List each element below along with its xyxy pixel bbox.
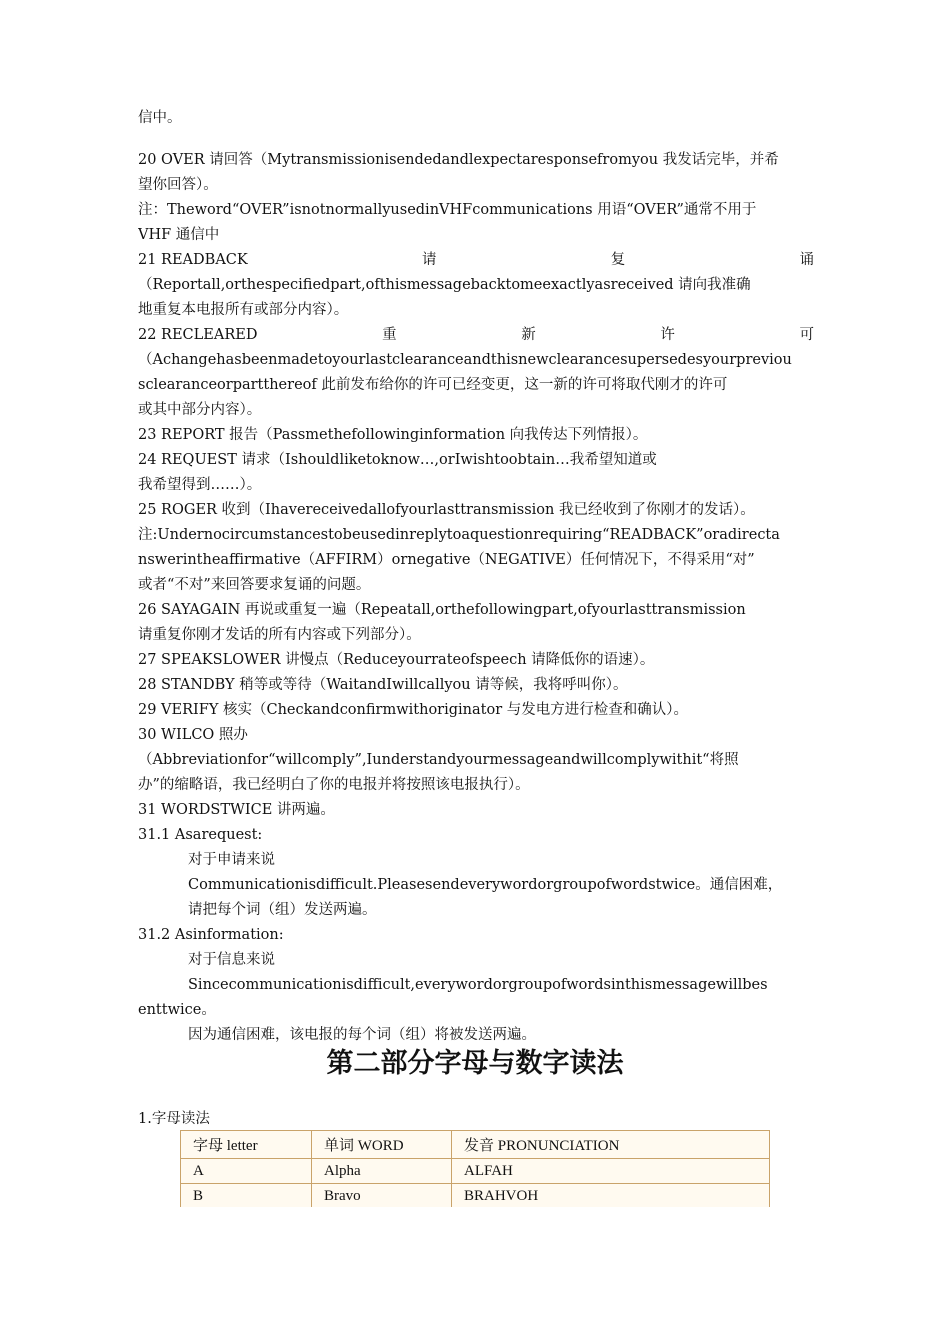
table-row (181, 1159, 770, 1184)
term-char: 请 (421, 252, 437, 268)
page-cut-mask (175, 1207, 775, 1237)
term-line-recleared (138, 323, 814, 347)
note-line: 注:Undernocircumstancestobeusedinreplytoaquestionrequiring“READBACK”oradirecta (138, 527, 780, 543)
text-line: VHF 通信中 (138, 227, 220, 243)
text-line: 我希望得到……）。 (138, 477, 262, 493)
text-line: 31 WORDSTWICE 讲两遍。 (138, 802, 335, 818)
text-line: 27 SPEAKSLOWER 讲慢点（Reduceyourrateofspeech 请降低你的语速）。 (138, 652, 655, 668)
text-line: 26 SAYAGAIN 再说或重复一遍（Repeatall,orthefollowingpart,ofyourlasttransmission (138, 602, 746, 618)
indented-line: 对于申请来说 (188, 852, 275, 868)
word-cell: Bravo (312, 1184, 452, 1209)
note-line: 注：Theword“OVER”isnotnormallyusedinVHFcommunications 用语“OVER”通常不用于 (138, 202, 757, 218)
column-header-letter: 字母 letter (181, 1131, 312, 1159)
indented-line: 因为通信困难，该电报的每个词（组）将被发送两遍。 (188, 1027, 536, 1043)
text-line: 31.1 Asarequest: (138, 827, 263, 843)
pronunciation-cell: ALFAH (452, 1159, 770, 1184)
indented-line: Sincecommunicationisdifficult,everywordorgroupofwordsinthismessagewillbes (188, 977, 768, 993)
indented-line: 请把每个词（组）发送两遍。 (188, 902, 377, 918)
column-header-pronunciation: 发音 PRONUNCIATION (452, 1131, 770, 1159)
text-line: 31.2 Asinformation: (138, 927, 284, 943)
text-line: （Reportall,orthespecifiedpart,ofthismessagebacktomeexactlyasreceived 请向我准确 (138, 277, 751, 293)
term-char: 复 (610, 252, 626, 268)
text-line: 办”的缩略语，我已经明白了你的电报并将按照该电报执行）。 (138, 777, 530, 793)
text-line: 或其中部分内容）。 (138, 402, 262, 418)
word-cell: Alpha (312, 1159, 452, 1184)
text-line: 或者“不对”来回答要求复诵的问题。 (138, 577, 371, 593)
text-line: 23 REPORT 报告（Passmethefollowinginformation 向我传达下列情报）。 (138, 427, 648, 443)
table-row (181, 1184, 770, 1209)
text-line: 望你回答）。 (138, 177, 218, 193)
term-char: 许 (660, 327, 675, 343)
text-line: 28 STANDBY 稍等或等待（WaitandIwillcallyou 请等候，我将呼叫你）。 (138, 677, 628, 693)
indented-line: 对于信息来说 (188, 952, 275, 968)
text-line: nswerintheaffirmative（AFFIRM）ornegative（NEGATIVE）任何情况下，不得采用“对” (138, 552, 755, 568)
letter-cell: A (181, 1159, 312, 1184)
text-line: （Achangehasbeenmadetoyourlastclearanceandthisnewclearancesupersedesyourpreviou (138, 352, 792, 368)
text-line: enttwice。 (138, 1002, 216, 1018)
letter-cell: B (181, 1184, 312, 1209)
text-line: 29 VERIFY 核实（Checkandconfirmwithoriginator 与发电方进行检查和确认）。 (138, 702, 688, 718)
text-line: 地重复本电报所有或部分内容）。 (138, 302, 349, 318)
term-char: 重 (382, 327, 397, 343)
term-char: 新 (521, 327, 536, 343)
term-word: 22 RECLEARED (138, 327, 258, 343)
pronunciation-cell: BRAHVOH (452, 1184, 770, 1209)
indented-line: Communicationisdifficult.Pleasesendeverywordorgroupofwordstwice。通信困难， (188, 877, 783, 893)
term-char: 诵 (799, 252, 814, 268)
text-line: （Abbreviationfor“willcomply”,Iunderstandyourmessageandwillcomplywithit“将照 (138, 752, 739, 768)
term-word: 21 READBACK (138, 252, 248, 268)
section-heading: 第二部分字母与数字读法 (326, 1048, 624, 1079)
column-header-word: 单词 WORD (312, 1131, 452, 1159)
text-line: 请重复你刚才发话的所有内容或下列部分）。 (138, 627, 421, 643)
text-line: 20 OVER 请回答（Mytransmissionisendedandlexpectaresponsefromyou 我发话完毕，并希 (138, 152, 779, 168)
text-line: 25 ROGER 收到（Ihavereceivedallofyourlasttransmission 我已经收到了你刚才的发话）。 (138, 502, 755, 518)
term-char: 可 (799, 327, 814, 343)
text-line: 30 WILCO 照办 (138, 727, 248, 743)
text-line: 信中。 (138, 110, 182, 126)
table-header-row (181, 1131, 770, 1159)
text-line: sclearanceorpartthereof 此前发布给你的许可已经变更，这一新的许可将取代刚才的许可 (138, 377, 728, 393)
text-line: 24 REQUEST 请求（Ishouldliketoknow…,orIwishtoobtain…我希望知道或 (138, 452, 657, 468)
alphabet-table (180, 1130, 770, 1209)
term-line-readback (138, 248, 814, 272)
subheading: 1.字母读法 (138, 1111, 210, 1127)
